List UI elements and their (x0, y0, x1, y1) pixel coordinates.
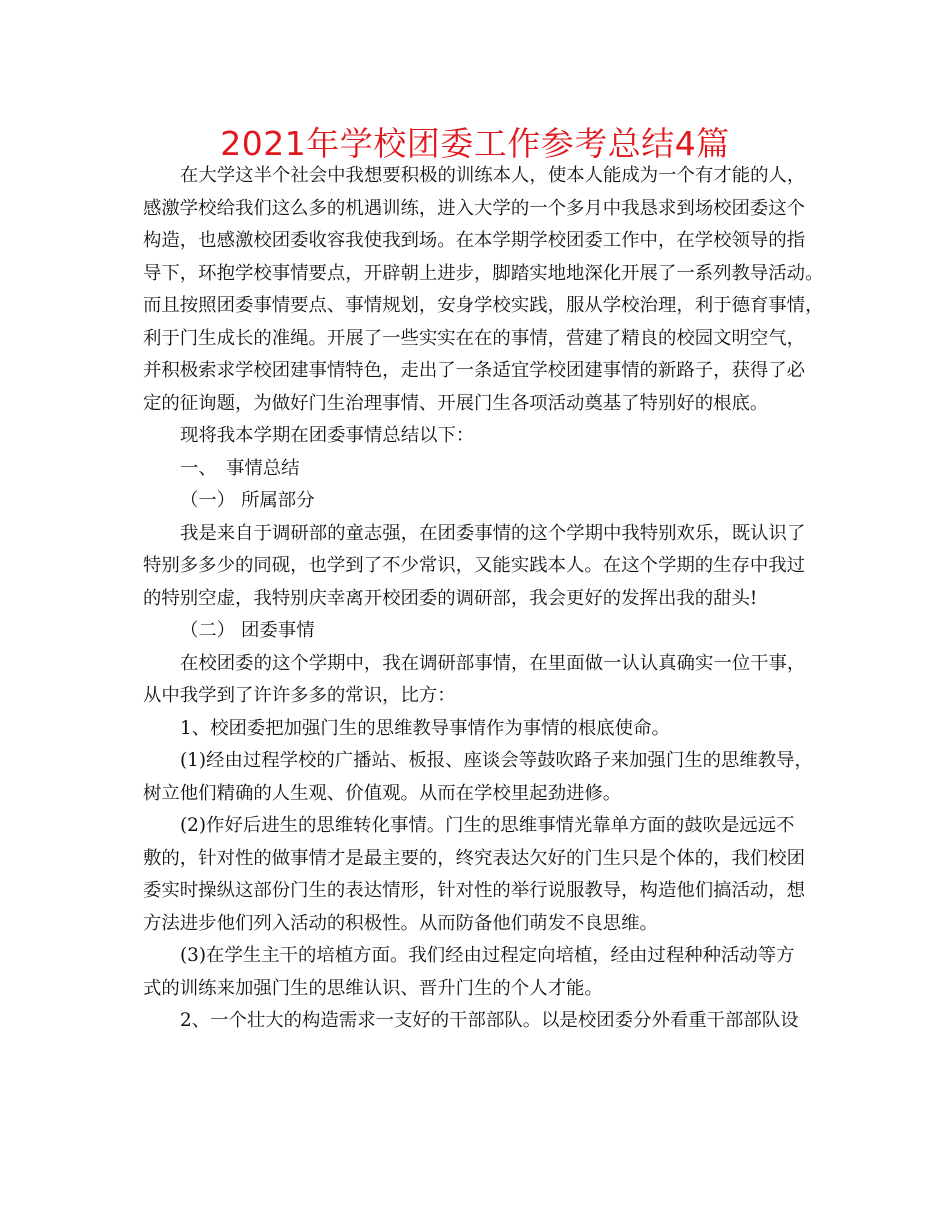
document-body (143, 160, 833, 1038)
body-line: 特别多多少的同砚，也学到了不少常识，又能实践本人。在这个学期的生存中我过 (143, 555, 806, 576)
body-line: 利于门生成长的准绳。开展了一些实实在在的事情，营建了精良的校园文明空气， (143, 327, 806, 349)
body-line: 方法进步他们列入活动的积极性。从而防备他们萌发不良思维。 (143, 912, 658, 934)
body-line: 在大学这半个社会中我想要积极的训练本人，使本人能成为一个有才能的人， (180, 165, 806, 186)
body-line: (1)经由过程学校的广播站、板报、座谈会等鼓吹路子来加强门生的思维教导， (180, 750, 813, 771)
body-line: 现将我本学期在团委事情总结以下： (180, 425, 475, 446)
body-line: 而且按照团委事情要点、事情规划，安身学校实践，服从学校治理，利于德育事情， (143, 295, 824, 316)
section-heading: 一、 事情总结 (180, 457, 300, 479)
body-line: 1、校团委把加强门生的思维教导事情作为事情的根底使命。 (180, 717, 670, 739)
body-line: (3)在学生主干的培植方面。我们经由过程定向培植，经由过程种种活动等方 (180, 945, 795, 966)
document-title: 2021年学校团委工作参考总结4篇 (220, 124, 730, 163)
body-line: 感激学校给我们这么多的机遇训练，进入大学的一个多月中我恳求到场校团委这个 (143, 197, 806, 219)
body-line: 构造，也感激校团委收容我使我到场。在本学期学校团委工作中，在学校领导的指 (143, 230, 806, 251)
body-line: 树立他们精确的人生观、价值观。从而在学校里起劲进修。 (143, 782, 622, 804)
body-line: 从中我学到了许许多多的常识，比方： (143, 685, 456, 706)
body-line: 式的训练来加强门生的思维认识、晋升门生的个人才能。 (143, 977, 603, 999)
body-line: 我是来自于调研部的童志强，在团委事情的这个学期中我特别欢乐，既认识了 (180, 522, 806, 544)
body-line: 敷的，针对性的做事情才是最主要的，终究表达欠好的门生只是个体的，我们校团 (143, 847, 806, 869)
body-line: 委实时操纵这部份门生的表达情形，针对性的举行说服教导，构造他们搞活动，想 (143, 880, 806, 901)
body-line: 定的征询题，为做好门生治理事情、开展门生各项活动奠基了特别好的根底。 (143, 392, 769, 414)
body-line: 在校团委的这个学期中，我在调研部事情，在里面做一认认真确实一位干事， (180, 652, 806, 674)
body-line: 导下，环抱学校事情要点，开辟朝上进步，脚踏实地地深化开展了一系列教导活动。 (143, 262, 824, 284)
subsection-heading: （二） 团委事情 (180, 620, 315, 641)
body-line: 2、一个壮大的构造需求一支好的干部部队。以是校团委分外看重干部部队设 (180, 1010, 799, 1031)
body-line: 的特别空虚，我特别庆幸离开校团委的调研部，我会更好的发挥出我的甜头! (143, 587, 758, 609)
body-line: 并积极索求学校团建事情特色，走出了一条适宜学校团建事情的新路子，获得了必 (143, 360, 806, 381)
body-line: (2)作好后进生的思维转化事情。门生的思维事情光靠单方面的鼓吹是远远不 (180, 815, 795, 836)
subsection-heading: （一） 所属部分 (180, 490, 315, 511)
